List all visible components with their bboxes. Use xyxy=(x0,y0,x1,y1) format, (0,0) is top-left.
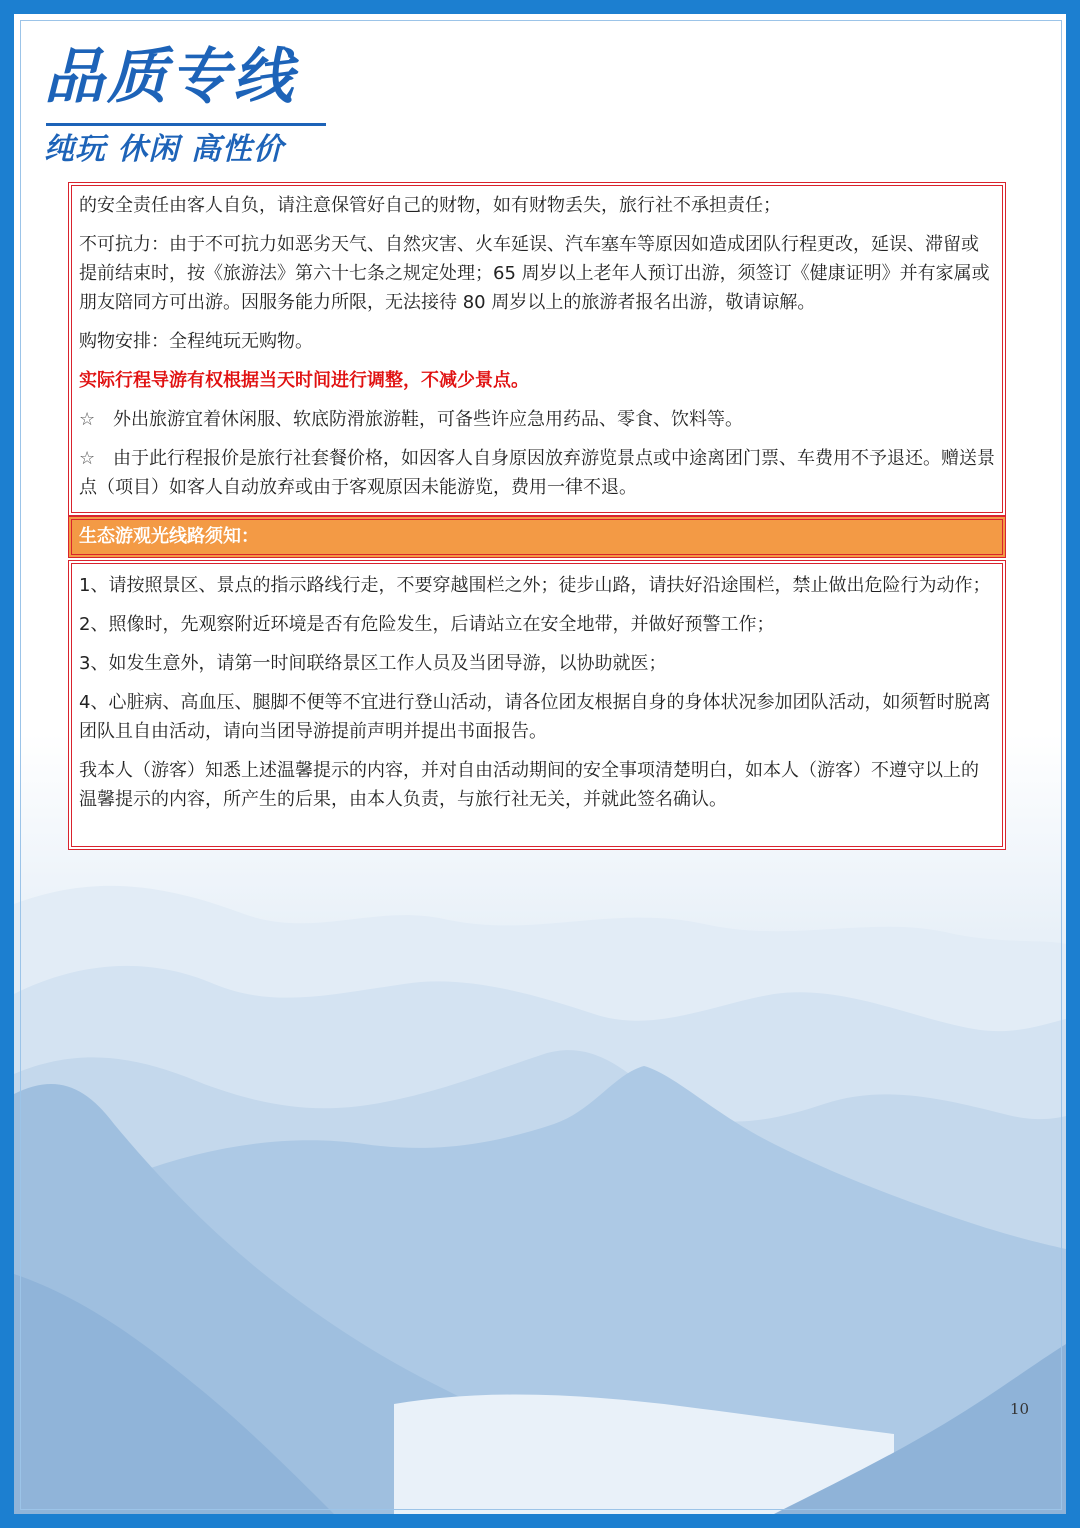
section-title: 生态游观光线路须知： xyxy=(79,526,259,547)
notice-box-eco-tour xyxy=(68,560,1006,850)
notice-safety-responsibility: 的安全责任由客人自负，请注意保管好自己的财物，如有财物丢失，旅行社不承担责任； xyxy=(79,195,781,216)
brand-slogan: 纯玩 休闲 高性价 xyxy=(44,132,284,167)
eco-tour-rule: 2、照像时，先观察附近环境是否有危险发生，后请站立在安全地带，并做好预警工作； xyxy=(79,614,775,635)
notice-clothing-text: 外出旅游宜着休闲服、软底防滑旅游鞋，可备些许应急用药品、零食、饮料等。 xyxy=(113,409,743,430)
section-header-eco-tour xyxy=(68,516,1006,558)
eco-tour-rule: 3、如发生意外，请第一时间联络景区工作人员及当团导游，以协助就医； xyxy=(79,653,667,674)
notice-box-general xyxy=(68,182,1006,516)
notice-shopping: 购物安排：全程纯玩无购物。 xyxy=(79,331,313,352)
page-number: 10 xyxy=(1010,1400,1030,1418)
brand-title: 品质专线 xyxy=(44,42,296,112)
brand-title-underline xyxy=(46,123,326,126)
notice-itinerary-adjustment: 实际行程导游有权根据当天时间进行调整，不减少景点。 xyxy=(79,370,529,391)
eco-tour-rule: 4、心脏病、高血压、腿脚不便等不宜进行登山活动，请各位团友根据自身的身体状况参加团队活动，如须暂时脱离团队且自由活动，请向当团导游提前声明并提出书面报告。 xyxy=(79,692,991,742)
notice-no-refund xyxy=(79,444,996,502)
star-icon: ☆ xyxy=(79,409,96,430)
notice-clothing-tip xyxy=(79,405,996,434)
tourist-declaration: 我本人（游客）知悉上述温馨提示的内容，并对自由活动期间的安全事项清楚明白，如本人（游客）不遵守以上的温馨提示的内容，所产生的后果，由本人负责，与旅行社无关，并就此签名确认。 xyxy=(79,760,979,810)
notice-no-refund-text: 由于此行程报价是旅行社套餐价格，如因客人自身原因放弃游览景点或中途离团门票、车费用不予退还。赠送景点（项目）如客人自动放弃或由于客观原因未能游览，费用一律不退。 xyxy=(79,448,995,498)
star-icon: ☆ xyxy=(79,448,96,469)
notice-force-majeure: 不可抗力：由于不可抗力如恶劣天气、自然灾害、火车延误、汽车塞车等原因如造成团队行程更改，延误、滞留或提前结束时，按《旅游法》第六十七条之规定处理；65 周岁以上老年人预订出游，须签订《健康证明》并有家属或朋友陪同方可出游。因服务能力所限，无法接待 80 周岁以上的旅游者报名出游，敬请谅解。 xyxy=(79,234,990,313)
brochure-page xyxy=(14,14,1066,1514)
mountain-landscape-background xyxy=(14,844,1066,1514)
eco-tour-rule: 1、请按照景区、景点的指示路线行走，不要穿越围栏之外；徒步山路，请扶好沿途围栏，禁止做出危险行为动作； xyxy=(79,575,991,596)
